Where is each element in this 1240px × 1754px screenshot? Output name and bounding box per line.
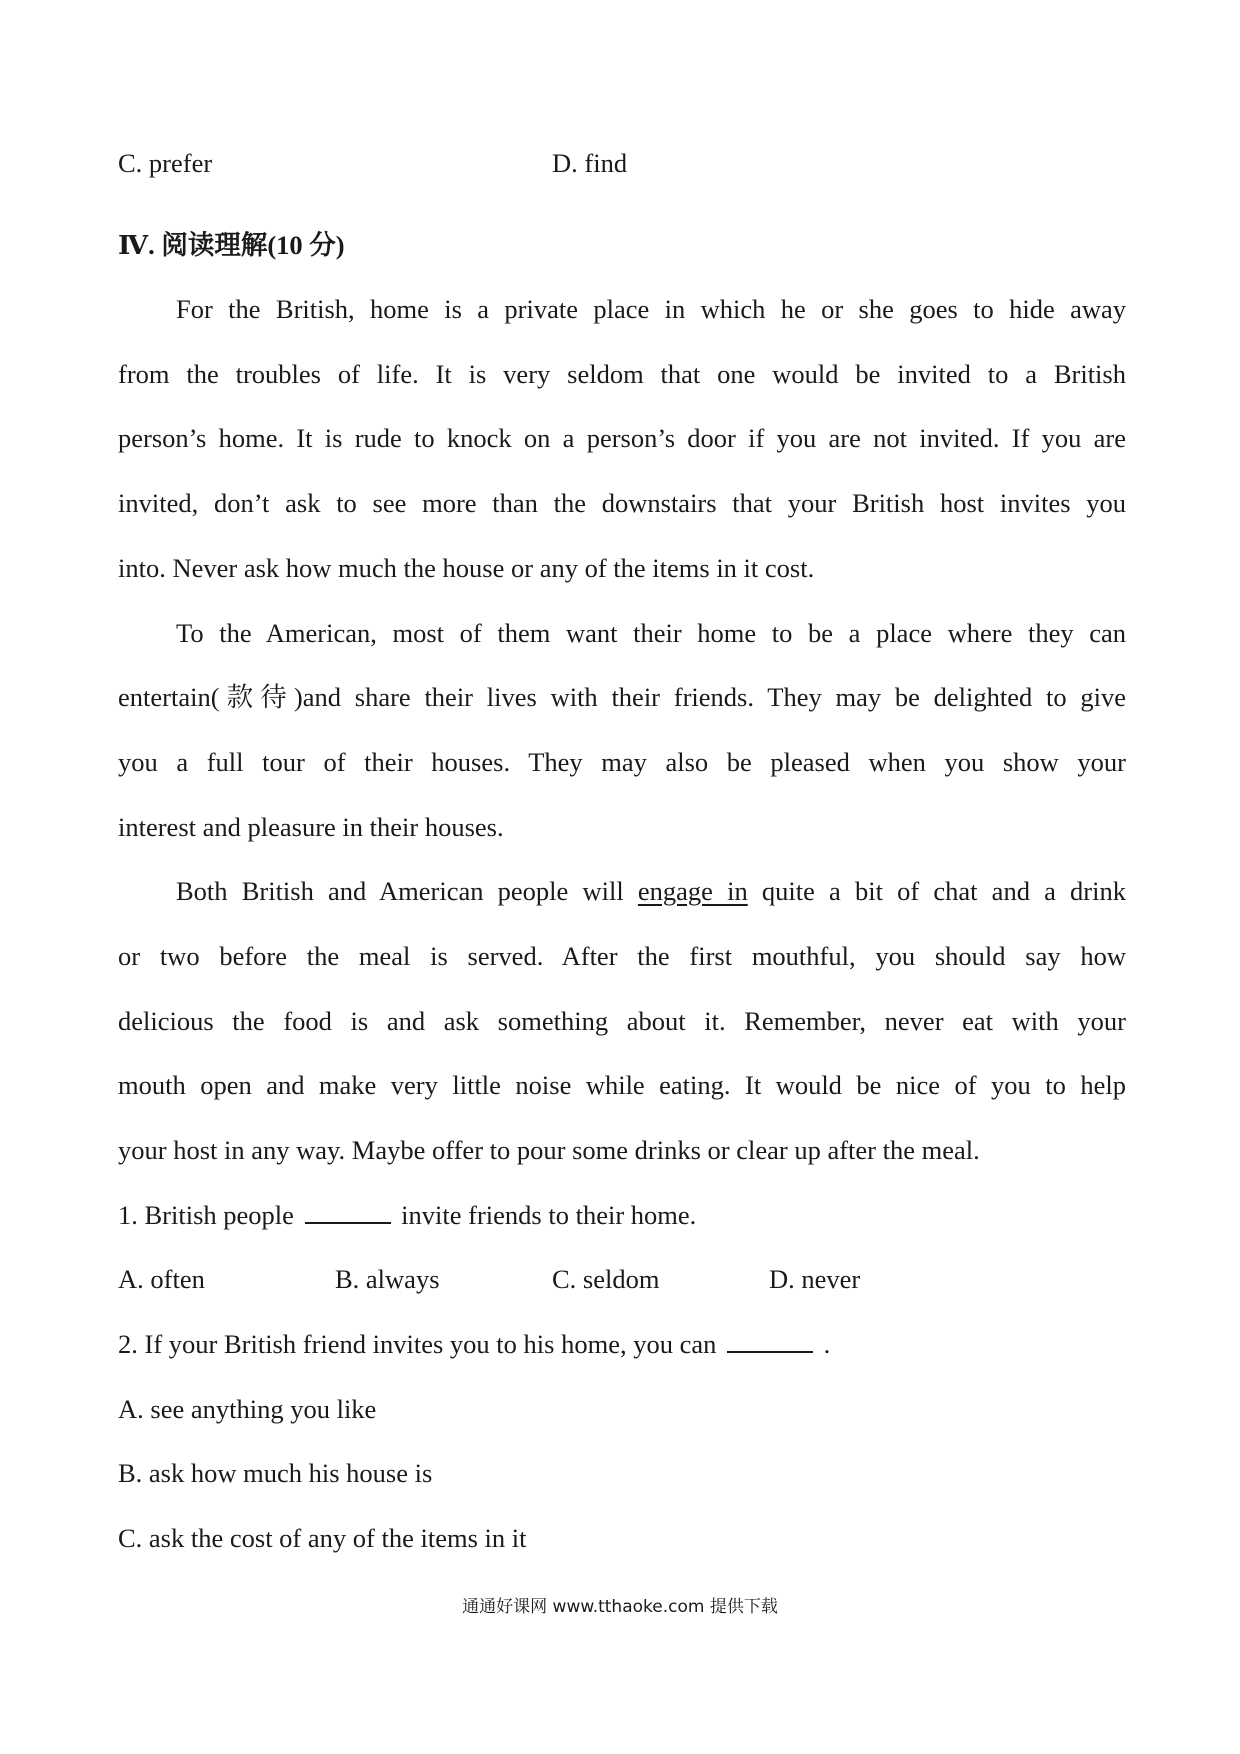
underlined-phrase: engage in xyxy=(637,876,748,906)
passage-line: invited, don’t ask to see more than the downstairs that your British host invites you xyxy=(118,488,1126,518)
passage-line: For the British, home is a private place in which he or she goes to hide away xyxy=(176,294,1126,324)
passage-line: or two before the meal is served. After the first mouthful, you should say how xyxy=(118,941,1126,971)
passage-text: quite a bit of chat and a drink xyxy=(747,876,1126,906)
passage-line: delicious the food is and ask something about it. Remember, never eat with your xyxy=(118,1006,1126,1036)
question-text: 1. British people xyxy=(118,1200,294,1230)
question-1-option-b: B. always xyxy=(335,1264,440,1294)
question-text: . xyxy=(823,1329,831,1359)
question-2-option-a: A. see anything you like xyxy=(118,1394,377,1424)
question-text: invite friends to their home. xyxy=(401,1200,697,1230)
passage-line: from the troubles of life. It is very seldom that one would be invited to a British xyxy=(118,359,1126,389)
prev-option-d: D. find xyxy=(552,148,628,178)
answer-blank xyxy=(305,1200,391,1224)
answer-blank xyxy=(727,1329,813,1353)
section-heading: Ⅳ. 阅读理解(10 分) xyxy=(118,230,345,260)
passage-line: interest and pleasure in their houses. xyxy=(118,812,504,842)
prev-option-c: C. prefer xyxy=(118,148,213,178)
passage-line: person’s home. It is rude to knock on a person’s door if you are not invited. If you are xyxy=(118,423,1126,453)
question-2-option-b: B. ask how much his house is xyxy=(118,1458,433,1488)
passage-line: entertain(款待)and share their lives with their friends. They may be delighted to give xyxy=(118,682,1126,712)
page-footer: 通通好课网 www.tthaoke.com 提供下载 xyxy=(462,1597,778,1617)
question-2-option-c: C. ask the cost of any of the items in it xyxy=(118,1523,527,1553)
question-1-option-c: C. seldom xyxy=(552,1264,660,1294)
passage-line: you a full tour of their houses. They may also be pleased when you show your xyxy=(118,747,1126,777)
question-2 xyxy=(118,1327,1126,1361)
passage-text: Both British and American people will xyxy=(176,876,638,906)
question-1-option-d: D. never xyxy=(769,1264,861,1294)
passage-line: To the American, most of them want their home to be a place where they can xyxy=(176,618,1126,648)
question-1-option-a: A. often xyxy=(118,1264,205,1294)
question-text: 2. If your British friend invites you to his home, you can xyxy=(118,1329,717,1359)
question-1 xyxy=(118,1198,1126,1232)
passage-line: mouth open and make very little noise while eating. It would be nice of you to help xyxy=(118,1070,1126,1100)
passage-line xyxy=(176,874,1126,908)
passage-line: your host in any way. Maybe offer to pour some drinks or clear up after the meal. xyxy=(118,1135,980,1165)
passage-line: into. Never ask how much the house or any of the items in it cost. xyxy=(118,553,815,583)
